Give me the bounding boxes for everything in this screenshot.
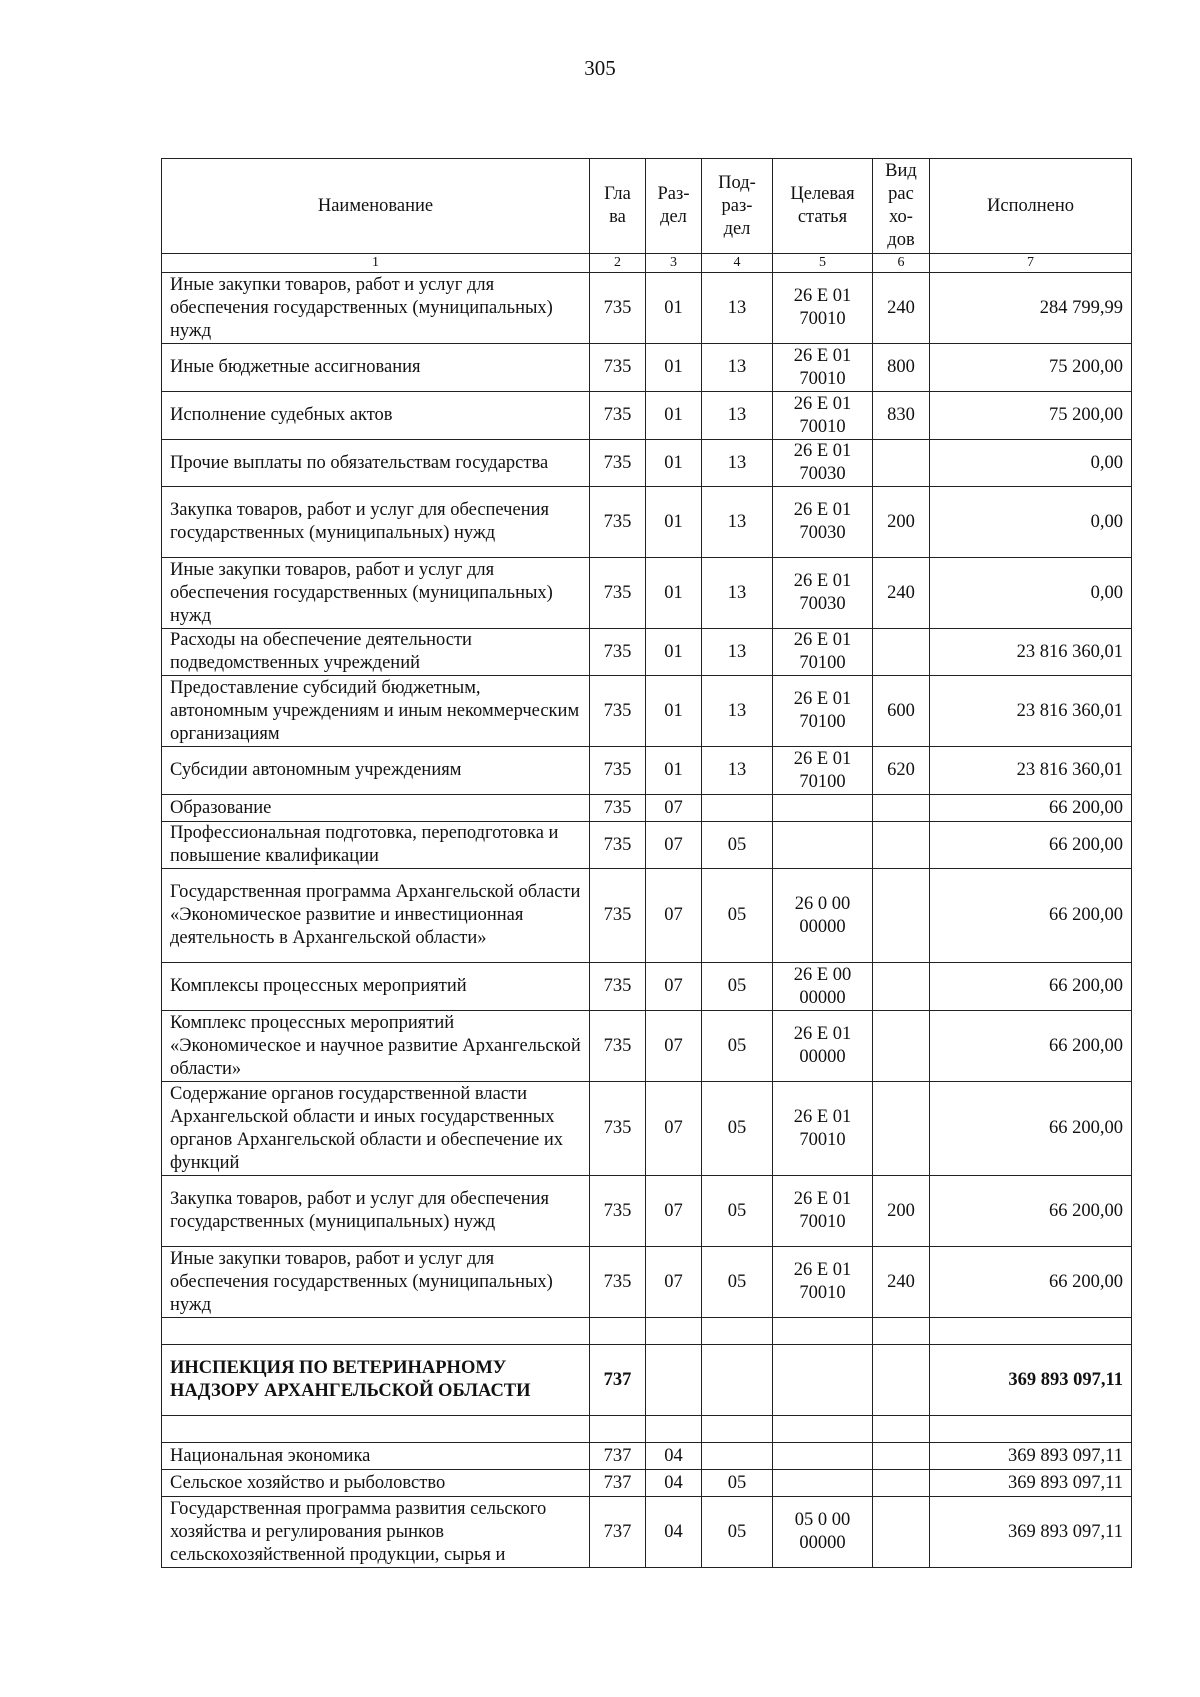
row-glava: 735 (590, 344, 646, 392)
row-name: Закупка товаров, работ и услуг для обеспечения государственных (муниципальных) нужд (162, 1176, 590, 1247)
header-statya: Целевая статья (773, 159, 873, 254)
table-row (162, 629, 1132, 676)
row-vid: 830 (873, 392, 930, 440)
row-statya: 05 0 00 00000 (773, 1497, 873, 1568)
table-row (162, 487, 1132, 558)
row-ispolneno: 284 799,99 (930, 273, 1132, 344)
row-ispolneno: 66 200,00 (930, 963, 1132, 1011)
row-glava: 735 (590, 1011, 646, 1082)
row-glava: 737 (590, 1497, 646, 1568)
row-razdel: 04 (646, 1470, 702, 1497)
budget-table (161, 158, 1132, 1568)
table-row (162, 273, 1132, 344)
row-razdel: 07 (646, 1247, 702, 1318)
row-glava: 735 (590, 629, 646, 676)
row-statya (773, 795, 873, 822)
row-name: ИНСПЕКЦИЯ ПО ВЕТЕРИНАРНОМУ НАДЗОРУ АРХАНГЕЛЬСКОЙ ОБЛАСТИ (162, 1345, 590, 1416)
row-statya: 26 Е 01 70030 (773, 487, 873, 558)
row-razdel: 01 (646, 344, 702, 392)
row-vid (873, 1011, 930, 1082)
empty-cell (162, 1416, 590, 1443)
row-razdel: 07 (646, 822, 702, 869)
row-podrazdel: 05 (702, 1176, 773, 1247)
row-podrazdel (702, 795, 773, 822)
table-row (162, 1497, 1132, 1568)
row-vid (873, 822, 930, 869)
row-razdel: 07 (646, 1011, 702, 1082)
row-podrazdel: 05 (702, 963, 773, 1011)
row-name: Предоставление субсидий бюджетным, автономным учреждениям и иным некоммерческим организациям (162, 676, 590, 747)
row-glava: 735 (590, 273, 646, 344)
row-glava: 735 (590, 869, 646, 963)
row-name: Исполнение судебных актов (162, 392, 590, 440)
row-ispolneno: 75 200,00 (930, 392, 1132, 440)
row-statya: 26 Е 01 70010 (773, 273, 873, 344)
page-number: 305 (584, 56, 616, 80)
row-razdel: 07 (646, 1082, 702, 1176)
row-ispolneno: 66 200,00 (930, 822, 1132, 869)
row-glava: 735 (590, 440, 646, 487)
table-row (162, 795, 1132, 822)
column-number: 5 (773, 254, 873, 273)
row-name: Профессиональная подготовка, переподготовка и повышение квалификации (162, 822, 590, 869)
table-row (162, 963, 1132, 1011)
table-row (162, 1011, 1132, 1082)
row-vid: 240 (873, 1247, 930, 1318)
header-razdel: Раз- дел (646, 159, 702, 254)
row-razdel: 01 (646, 629, 702, 676)
row-vid: 800 (873, 344, 930, 392)
table-row (162, 822, 1132, 869)
row-razdel: 01 (646, 676, 702, 747)
row-statya (773, 822, 873, 869)
row-vid: 200 (873, 1176, 930, 1247)
column-number: 6 (873, 254, 930, 273)
row-podrazdel: 13 (702, 344, 773, 392)
table-row (162, 1470, 1132, 1497)
row-razdel (646, 1345, 702, 1416)
table-row (162, 1443, 1132, 1470)
empty-cell (773, 1416, 873, 1443)
row-glava: 735 (590, 1176, 646, 1247)
row-vid: 240 (873, 273, 930, 344)
row-statya: 26 0 00 00000 (773, 869, 873, 963)
row-glava: 735 (590, 963, 646, 1011)
row-name: Закупка товаров, работ и услуг для обеспечения государственных (муниципальных) нужд (162, 487, 590, 558)
spacer-row (162, 1416, 1132, 1443)
header-glava: Гла ва (590, 159, 646, 254)
empty-cell (646, 1416, 702, 1443)
row-name: Комплекс процессных мероприятий «Экономическое и научное развитие Архангельской области» (162, 1011, 590, 1082)
row-statya: 26 Е 01 70010 (773, 1247, 873, 1318)
row-razdel: 01 (646, 273, 702, 344)
empty-cell (590, 1416, 646, 1443)
row-razdel: 01 (646, 747, 702, 795)
row-glava: 735 (590, 1082, 646, 1176)
table-row (162, 676, 1132, 747)
row-podrazdel: 05 (702, 822, 773, 869)
row-podrazdel: 05 (702, 1011, 773, 1082)
row-podrazdel: 05 (702, 1470, 773, 1497)
row-statya: 26 Е 01 70100 (773, 676, 873, 747)
row-razdel: 01 (646, 392, 702, 440)
row-vid (873, 869, 930, 963)
row-razdel: 04 (646, 1443, 702, 1470)
row-glava: 735 (590, 392, 646, 440)
table-row (162, 344, 1132, 392)
row-ispolneno: 66 200,00 (930, 1011, 1132, 1082)
header-name: Наименование (162, 159, 590, 254)
row-glava: 737 (590, 1345, 646, 1416)
row-glava: 735 (590, 487, 646, 558)
empty-cell (873, 1416, 930, 1443)
row-statya: 26 Е 01 70030 (773, 558, 873, 629)
row-ispolneno: 66 200,00 (930, 869, 1132, 963)
row-podrazdel: 13 (702, 487, 773, 558)
row-podrazdel: 13 (702, 392, 773, 440)
spacer-row (162, 1318, 1132, 1345)
row-podrazdel: 13 (702, 558, 773, 629)
row-name: Иные бюджетные ассигнования (162, 344, 590, 392)
row-name: Комплексы процессных мероприятий (162, 963, 590, 1011)
table-row (162, 1082, 1132, 1176)
row-statya: 26 Е 01 70010 (773, 344, 873, 392)
row-statya: 26 Е 01 70010 (773, 392, 873, 440)
row-podrazdel (702, 1345, 773, 1416)
header-podrazdel: Под- раз- дел (702, 159, 773, 254)
row-ispolneno: 66 200,00 (930, 795, 1132, 822)
row-ispolneno: 23 816 360,01 (930, 676, 1132, 747)
column-number-row (162, 254, 1132, 273)
row-statya: 26 Е 01 70100 (773, 747, 873, 795)
column-number: 4 (702, 254, 773, 273)
row-ispolneno: 75 200,00 (930, 344, 1132, 392)
row-vid (873, 1497, 930, 1568)
empty-cell (773, 1318, 873, 1345)
table-header-row (162, 159, 1132, 254)
row-glava: 737 (590, 1470, 646, 1497)
table-row (162, 1247, 1132, 1318)
row-name: Расходы на обеспечение деятельности подведомственных учреждений (162, 629, 590, 676)
row-podrazdel: 13 (702, 440, 773, 487)
row-statya (773, 1345, 873, 1416)
row-vid (873, 1443, 930, 1470)
row-razdel: 01 (646, 487, 702, 558)
row-ispolneno: 0,00 (930, 487, 1132, 558)
row-vid (873, 963, 930, 1011)
table-row (162, 1176, 1132, 1247)
row-vid (873, 1082, 930, 1176)
row-podrazdel: 05 (702, 1082, 773, 1176)
row-glava: 735 (590, 747, 646, 795)
empty-cell (930, 1318, 1132, 1345)
empty-cell (590, 1318, 646, 1345)
row-ispolneno: 0,00 (930, 440, 1132, 487)
table-row (162, 747, 1132, 795)
row-vid: 620 (873, 747, 930, 795)
table-row (162, 440, 1132, 487)
row-podrazdel: 05 (702, 1247, 773, 1318)
row-glava: 735 (590, 676, 646, 747)
row-name: Прочие выплаты по обязательствам государства (162, 440, 590, 487)
row-ispolneno: 66 200,00 (930, 1176, 1132, 1247)
row-statya: 26 Е 01 00000 (773, 1011, 873, 1082)
table-row-section-heading (162, 1345, 1132, 1416)
row-name: Иные закупки товаров, работ и услуг для обеспечения государственных (муниципальных) нужд (162, 273, 590, 344)
row-ispolneno: 66 200,00 (930, 1247, 1132, 1318)
empty-cell (873, 1318, 930, 1345)
row-name: Содержание органов государственной власти Архангельской области и иных государственных органов Архангельской области и обеспечение их функций (162, 1082, 590, 1176)
row-glava: 735 (590, 795, 646, 822)
row-podrazdel: 05 (702, 1497, 773, 1568)
row-ispolneno: 369 893 097,11 (930, 1345, 1132, 1416)
row-vid (873, 795, 930, 822)
empty-cell (702, 1318, 773, 1345)
header-ispolneno: Исполнено (930, 159, 1132, 254)
row-podrazdel: 13 (702, 747, 773, 795)
row-statya: 26 Е 00 00000 (773, 963, 873, 1011)
row-ispolneno: 66 200,00 (930, 1082, 1132, 1176)
row-name: Образование (162, 795, 590, 822)
row-podrazdel: 13 (702, 629, 773, 676)
row-ispolneno: 369 893 097,11 (930, 1443, 1132, 1470)
row-podrazdel: 13 (702, 273, 773, 344)
empty-cell (162, 1318, 590, 1345)
row-statya (773, 1470, 873, 1497)
row-razdel: 07 (646, 1176, 702, 1247)
row-name: Иные закупки товаров, работ и услуг для обеспечения государственных (муниципальных) нужд (162, 1247, 590, 1318)
row-vid (873, 440, 930, 487)
row-statya (773, 1443, 873, 1470)
table-row (162, 392, 1132, 440)
row-name: Государственная программа развития сельского хозяйства и регулирования рынков сельскохозяйственной продукции, сырья и (162, 1497, 590, 1568)
row-vid: 240 (873, 558, 930, 629)
row-ispolneno: 23 816 360,01 (930, 629, 1132, 676)
row-ispolneno: 0,00 (930, 558, 1132, 629)
row-razdel: 07 (646, 795, 702, 822)
row-vid (873, 1470, 930, 1497)
column-number: 7 (930, 254, 1132, 273)
row-vid: 200 (873, 487, 930, 558)
row-name: Субсидии автономным учреждениям (162, 747, 590, 795)
empty-cell (646, 1318, 702, 1345)
column-number: 1 (162, 254, 590, 273)
column-number: 3 (646, 254, 702, 273)
row-statya: 26 Е 01 70030 (773, 440, 873, 487)
row-glava: 735 (590, 1247, 646, 1318)
row-ispolneno: 369 893 097,11 (930, 1497, 1132, 1568)
row-razdel: 01 (646, 558, 702, 629)
empty-cell (930, 1416, 1132, 1443)
table-row (162, 558, 1132, 629)
row-name: Национальная экономика (162, 1443, 590, 1470)
row-ispolneno: 23 816 360,01 (930, 747, 1132, 795)
row-razdel: 01 (646, 440, 702, 487)
row-glava: 735 (590, 558, 646, 629)
row-name: Иные закупки товаров, работ и услуг для обеспечения государственных (муниципальных) нужд (162, 558, 590, 629)
empty-cell (702, 1416, 773, 1443)
row-razdel: 07 (646, 869, 702, 963)
row-podrazdel: 05 (702, 869, 773, 963)
row-glava: 735 (590, 822, 646, 869)
row-ispolneno: 369 893 097,11 (930, 1470, 1132, 1497)
row-razdel: 04 (646, 1497, 702, 1568)
row-vid: 600 (873, 676, 930, 747)
row-name: Сельское хозяйство и рыболовство (162, 1470, 590, 1497)
row-statya: 26 Е 01 70100 (773, 629, 873, 676)
table-row (162, 869, 1132, 963)
column-number: 2 (590, 254, 646, 273)
row-podrazdel (702, 1443, 773, 1470)
row-name: Государственная программа Архангельской области «Экономическое развитие и инвестиционная деятельность в Архангельской области» (162, 869, 590, 963)
row-podrazdel: 13 (702, 676, 773, 747)
row-vid (873, 629, 930, 676)
row-statya: 26 Е 01 70010 (773, 1082, 873, 1176)
header-vid: Вид рас хо- дов (873, 159, 930, 254)
row-razdel: 07 (646, 963, 702, 1011)
row-glava: 737 (590, 1443, 646, 1470)
row-statya: 26 Е 01 70010 (773, 1176, 873, 1247)
row-vid (873, 1345, 930, 1416)
